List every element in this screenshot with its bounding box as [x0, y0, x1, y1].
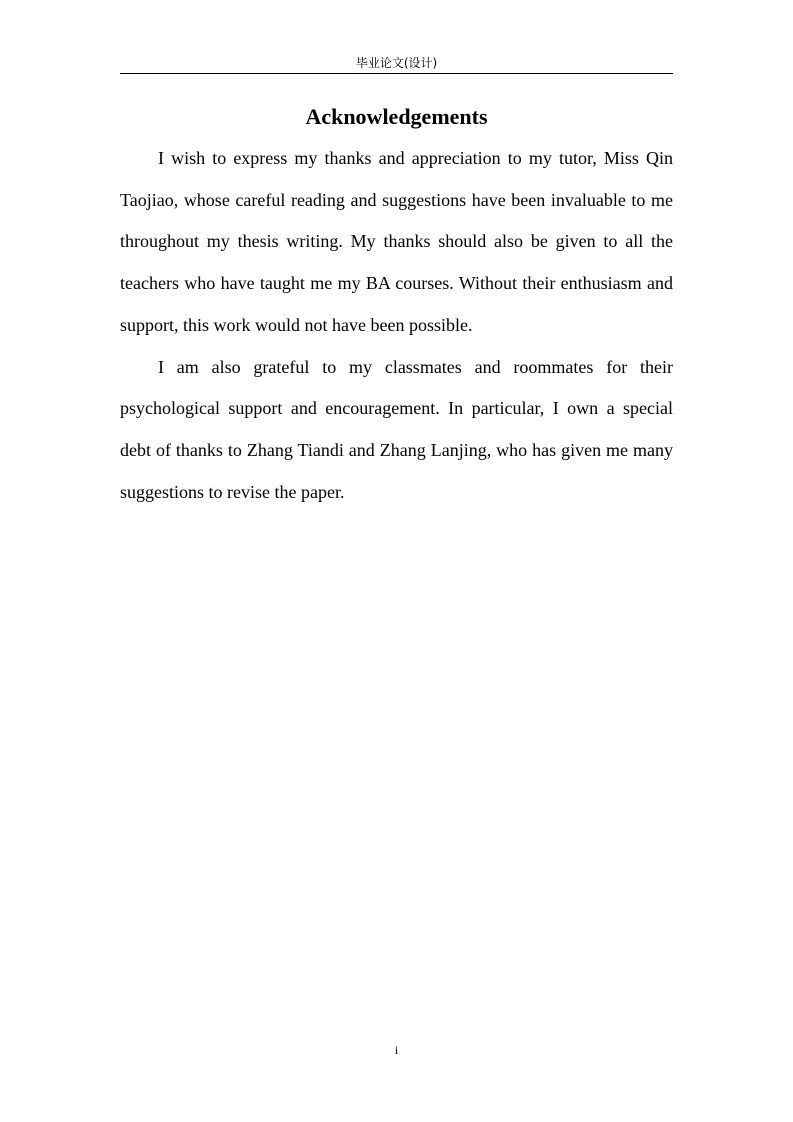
header-divider — [120, 73, 673, 74]
running-header: 毕业论文(设计) — [355, 56, 438, 70]
page-title: Acknowledgements — [305, 104, 488, 129]
paragraph-2: I am also grateful to my classmates and roommates for their psychological support and encouragement. In particular, I own a special debt of thanks to Zhang Tiandi and Zhang Lanjing, who has given me many suggestions to revise the paper. — [120, 356, 673, 502]
page-number: i — [394, 1043, 399, 1057]
paragraph-1: I wish to express my thanks and appreciation to my tutor, Miss Qin Taojiao, whose careful reading and suggestions have been invaluable to me throughout my thesis writing. My thanks should also be given to all the teachers who have taught me my BA courses. Without their enthusiasm and support, this work would not have been possible. — [120, 148, 673, 335]
body-text — [120, 138, 673, 513]
